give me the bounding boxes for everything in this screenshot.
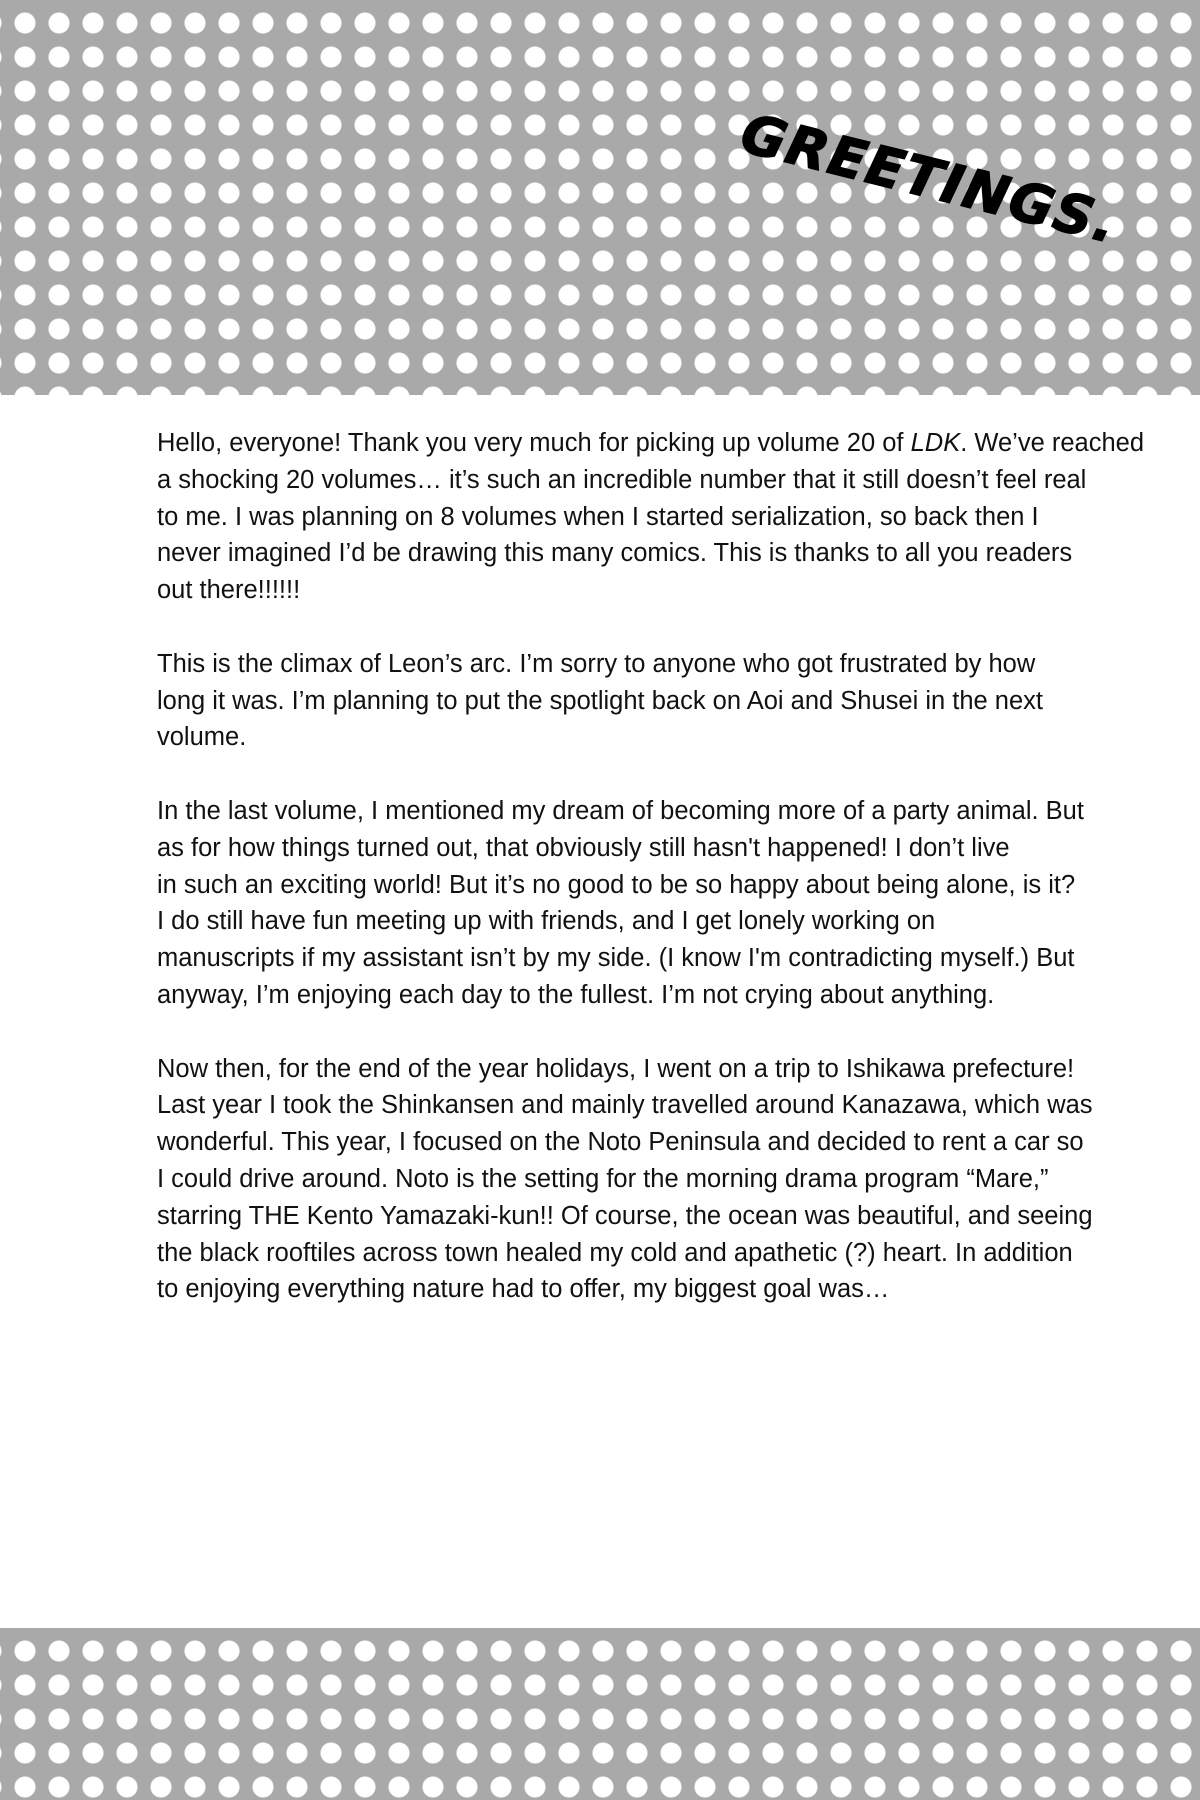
greetings-title [734,101,1158,260]
text-line: out there!!!!!! [157,576,301,605]
text-line: Last year I took the Shinkansen and mainly travelled around Kanazawa, which was [157,1091,1093,1120]
text-line: I do still have fun meeting up with friends, and I get lonely working on [157,907,936,936]
paragraph [157,793,1084,1014]
text-line: anyway, I’m enjoying each day to the fullest. I’m not crying about anything. [157,980,995,1009]
text-line: Now then, for the end of the year holidays, I went on a trip to Ishikawa prefecture! [157,1054,1075,1083]
paragraph [157,425,1144,609]
text-span: Hello, everyone! Thank you very much for picking up volume 20 of [157,429,911,457]
text-line: as for how things turned out, that obviously still hasn't happened! I don’t live [157,833,1010,862]
text-line: starring THE Kento Yamazaki-kun!! Of course, the ocean was beautiful, and seeing [157,1201,1093,1230]
polka-dot-footer-band [0,1628,1200,1800]
greetings-body [157,425,1144,1345]
text-line: in such an exciting world! But it’s no good to be so happy about being alone, is it? [157,870,1076,899]
text-line: a shocking 20 volumes… it’s such an incredible number that it still doesn’t feel real [157,465,1087,494]
text-line: long it was. I’m planning to put the spotlight back on Aoi and Shusei in the next [157,686,1043,715]
text-line: to me. I was planning on 8 volumes when I started serialization, so back then I [157,502,1039,531]
text-line: volume. [157,723,247,752]
paragraph [157,1051,1093,1309]
paragraph [157,646,1047,756]
greetings-title-art [734,101,1158,260]
text-line: the black rooftiles across town healed my cold and apathetic (?) heart. In addition [157,1238,1073,1267]
text-line [157,425,1144,462]
text-line: In the last volume, I mentioned my dream of becoming more of a party animal. But [157,796,1084,825]
series-title-italic: LDK [910,429,961,457]
text-line: manuscripts if my assistant isn’t by my side. (I know I'm contradicting myself.) But [157,944,1075,973]
text-line: never imagined I’d be drawing this many comics. This is thanks to all you readers [157,539,1073,568]
text-span: . We’ve reached [960,429,1144,457]
greetings-title-text: GREETINGS. [734,101,1125,256]
text-line: This is the climax of Leon’s arc. I’m sorry to anyone who got frustrated by how [157,649,1036,678]
text-line: to enjoying everything nature had to offer, my biggest goal was… [157,1275,890,1304]
text-line: wonderful. This year, I focused on the Noto Peninsula and decided to rent a car so [157,1128,1084,1157]
text-line: I could drive around. Noto is the setting for the morning drama program “Mare,” [157,1164,1049,1193]
